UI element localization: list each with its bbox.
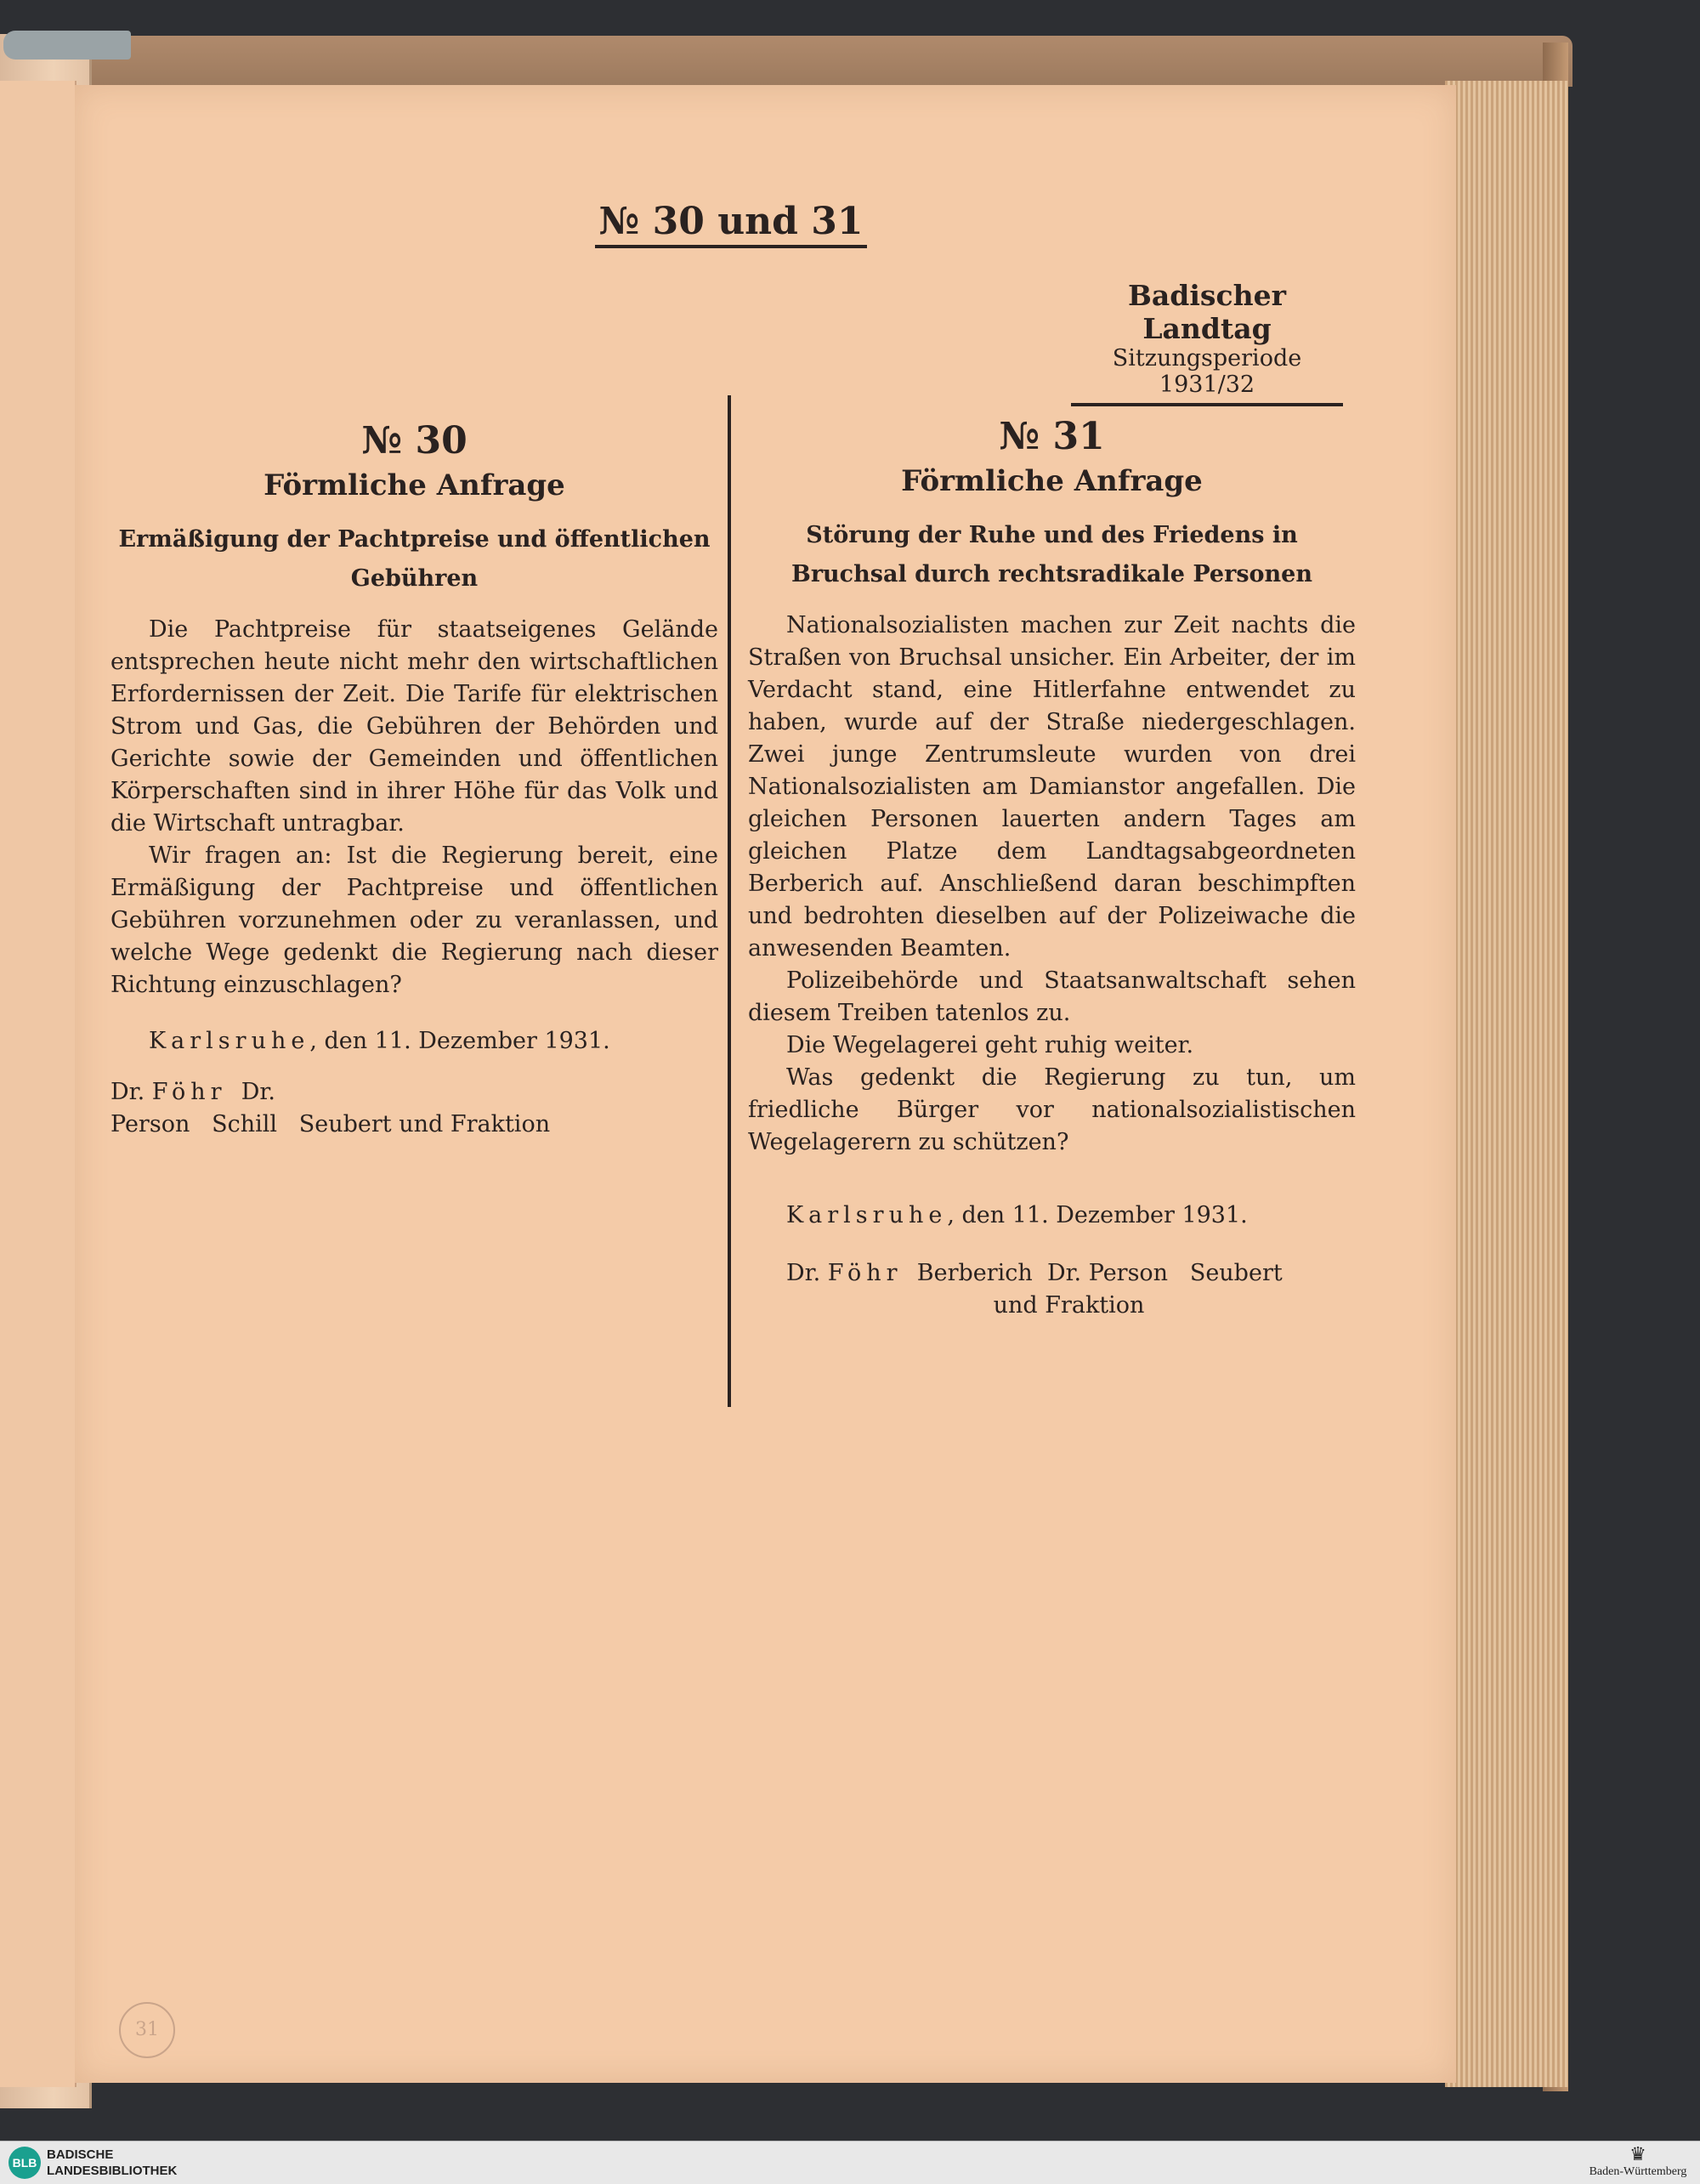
sig-fraction: und Fraktion bbox=[993, 1292, 1145, 1319]
inquiry-signatories bbox=[748, 1257, 1356, 1290]
sig-names: Person Seubert bbox=[1088, 1260, 1283, 1286]
inquiry-paragraph: Wir fragen an: Ist die Regierung bereit, eine Ermäßigung der Pachtpreise und öffentlichen Gebühren vorzunehmen oder zu veranlassen, und welche Wege gedenkt die Regierung nach dieser Richtung einzuschlagen? bbox=[110, 842, 718, 998]
inquiry-signatories bbox=[110, 1076, 718, 1141]
document-title: № 30 und 31 bbox=[595, 200, 867, 248]
blb-logo-icon[interactable]: BLB bbox=[8, 2147, 41, 2179]
inquiry-paragraph: Nationalsozialisten machen zur Zeit nachts die Straßen von Bruchsal unsicher. Ein Arbeiter, der im Verdacht stand, eine Hitlerfahne entwendet zu haben, wurde auf der Straße niedergeschlagen. Zwei junge Zentrumsleute wurden von drei Nationalsozialisten am Damianstor angefallen. Die gleichen Personen lauerten andern Tages am gleichen Platze dem Landtagsabgeordneten Berberich auf. Anschließend daran beschimpften und bedrohten dieselben auf der Polizeiwache die anwesenden Beamten. bbox=[748, 612, 1356, 962]
inquiry-paragraph: Was gedenkt die Regierung zu tun, um friedliche Bürger vor nationalsozialistischen Wegelagerern zu schützen? bbox=[748, 1064, 1356, 1155]
inquiry-30 bbox=[110, 419, 718, 1141]
sig-names: Person Schill Seubert und Fraktion bbox=[110, 1111, 551, 1137]
column-divider bbox=[728, 395, 731, 1407]
masthead-session: Sitzungsperiode bbox=[1112, 345, 1302, 372]
facing-page-strip bbox=[0, 81, 76, 2087]
inquiry-kind: Förmliche Anfrage bbox=[264, 468, 565, 502]
date-text: , den 11. Dezember 1931. bbox=[947, 1202, 1248, 1228]
coat-of-arms-icon: ♛ bbox=[1629, 2143, 1646, 2164]
inquiry-subject: Ermäßigung der Pachtpreise und öffentlichen Gebühren bbox=[118, 526, 711, 592]
sig-name: Föhr bbox=[151, 1079, 227, 1105]
library-name-line1: BADISCHE bbox=[47, 2147, 114, 2162]
inquiry-number: № 30 bbox=[361, 419, 468, 462]
masthead bbox=[1062, 279, 1352, 406]
page-stack-edge bbox=[1445, 81, 1568, 2087]
date-place: Karlsruhe bbox=[786, 1202, 948, 1228]
book-spine-cap bbox=[3, 31, 131, 60]
book-top-edge bbox=[51, 36, 1572, 87]
inquiry-number: № 31 bbox=[999, 415, 1105, 458]
inquiry-paragraph: Die Wegelagerei geht ruhig weiter. bbox=[786, 1032, 1194, 1058]
inquiry-paragraph: Die Pachtpreise für staatseigenes Gelände entsprechen heute nicht mehr den wirtschaftlichen Erfordernissen der Zeit. Die Tarife für elektrischen Strom und Gas, die Gebühren der Behörden und Gerichte sowie der Gemeinden und öffentlichen Körperschaften sind in ihrer Höhe für das Volk und die Wirtschaft untragbar. bbox=[110, 616, 718, 837]
inquiry-subject: Störung der Ruhe und des Friedens in Bruchsal durch rechtsradikale Personen bbox=[791, 522, 1312, 587]
inquiry-date bbox=[748, 1200, 1356, 1232]
date-text: , den 11. Dezember 1931. bbox=[309, 1028, 610, 1054]
library-stamp: 31 bbox=[119, 2002, 175, 2058]
library-name[interactable] bbox=[47, 2147, 177, 2179]
masthead-rule bbox=[1071, 403, 1343, 406]
library-name-line2: LANDESBIBLIOTHEK bbox=[47, 2164, 178, 2178]
masthead-name: Badischer Landtag bbox=[1128, 279, 1286, 345]
footer-bar bbox=[0, 2141, 1700, 2184]
inquiry-paragraph: Polizeibehörde und Staatsanwaltschaft sehen diesem Treiben tatenlos zu. bbox=[748, 967, 1356, 1026]
sig-name: Berberich bbox=[916, 1260, 1033, 1286]
bw-logo[interactable] bbox=[1583, 2143, 1693, 2179]
sig-title: Dr. bbox=[241, 1079, 275, 1105]
sig-title: Dr. bbox=[1046, 1260, 1082, 1286]
inquiry-kind: Förmliche Anfrage bbox=[901, 464, 1203, 498]
sig-name: Föhr bbox=[827, 1260, 903, 1286]
bw-text: Baden-Württemberg bbox=[1589, 2165, 1687, 2178]
sig-title: Dr. bbox=[786, 1260, 821, 1286]
inquiry-date bbox=[110, 1025, 718, 1058]
sig-title: Dr. bbox=[110, 1079, 145, 1105]
date-place: Karlsruhe bbox=[149, 1028, 310, 1054]
inquiry-31 bbox=[748, 415, 1356, 1322]
masthead-years: 1931/32 bbox=[1159, 372, 1255, 398]
